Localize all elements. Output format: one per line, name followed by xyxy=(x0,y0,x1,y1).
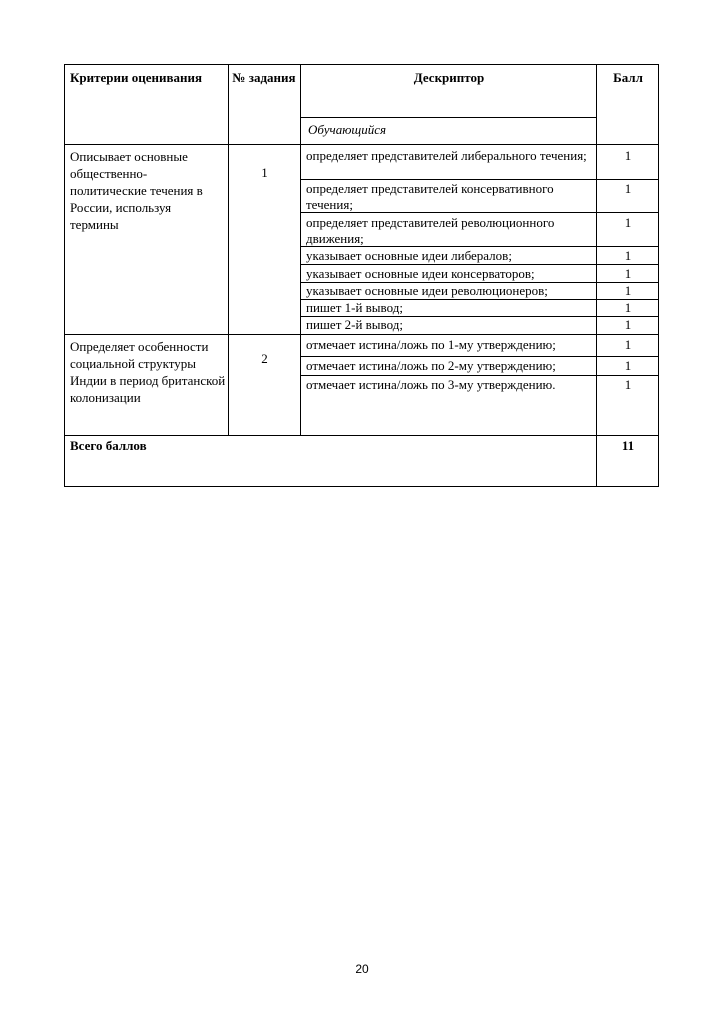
descriptor-score: 1 xyxy=(624,377,632,392)
header-score: Балл xyxy=(613,70,643,85)
descriptor-text: определяет представителей революционного движения; xyxy=(306,215,555,246)
descriptor-text: пишет 2-й вывод; xyxy=(306,317,403,332)
descriptor-score: 1 xyxy=(624,181,632,196)
descriptor-text: указывает основные идеи консерваторов; xyxy=(306,266,535,281)
table-border-left xyxy=(64,64,65,487)
header-descriptor: Дескриптор xyxy=(413,70,485,85)
descriptor-text: отмечает истина/ложь по 2-му утверждению; xyxy=(306,358,556,373)
descriptor-score: 1 xyxy=(624,337,632,352)
criterion-2-text: Определяет особенности социальной структуры Индии в период британской колонизации xyxy=(70,339,226,405)
page-number: 20 xyxy=(355,962,369,976)
descriptor-text: отмечает истина/ложь по 3-му утверждению. xyxy=(306,377,556,392)
descriptor-subheader: Обучающийся xyxy=(308,122,387,137)
table-border-bottom xyxy=(64,486,659,487)
row-divider xyxy=(300,375,659,376)
header-task-number: № задания xyxy=(232,70,296,85)
descriptor-text: пишет 1-й вывод; xyxy=(306,300,403,315)
descriptor-score: 1 xyxy=(624,358,632,373)
criterion-1-task-number: 1 xyxy=(261,165,268,180)
row-divider xyxy=(300,179,659,180)
header-bottom-line xyxy=(64,144,659,145)
descriptor-text: отмечает истина/ложь по 1-му утверждению; xyxy=(306,337,556,352)
descriptor-text: указывает основные идеи революционеров; xyxy=(306,283,548,298)
table-border-top xyxy=(64,64,659,65)
descriptor-text: определяет представителей либерального течения; xyxy=(306,148,587,163)
column-divider-task xyxy=(300,64,301,435)
subheader-divider xyxy=(300,117,597,118)
descriptor-score: 1 xyxy=(624,317,632,332)
column-divider-criteria xyxy=(228,64,229,435)
row-divider xyxy=(300,356,659,357)
descriptor-text: определяет представителей консервативного течения; xyxy=(306,181,554,212)
total-row-divider xyxy=(64,435,659,436)
total-label: Всего баллов xyxy=(70,438,147,453)
descriptor-score: 1 xyxy=(624,215,632,230)
descriptor-score: 1 xyxy=(624,300,632,315)
descriptor-score: 1 xyxy=(624,266,632,281)
descriptor-score: 1 xyxy=(624,248,632,263)
header-criteria: Критерии оценивания xyxy=(70,70,203,85)
row-divider xyxy=(300,264,659,265)
assessment-table xyxy=(64,64,659,487)
descriptor-score: 1 xyxy=(624,283,632,298)
criterion-1-text: Описывает основные общественно-политические течения в России, используя термины xyxy=(70,149,203,232)
total-score: 11 xyxy=(621,438,635,453)
descriptor-score: 1 xyxy=(624,148,632,163)
descriptor-text: указывает основные идеи либералов; xyxy=(306,248,512,263)
criterion-2-task-number: 2 xyxy=(261,351,268,366)
section-divider xyxy=(64,334,659,335)
